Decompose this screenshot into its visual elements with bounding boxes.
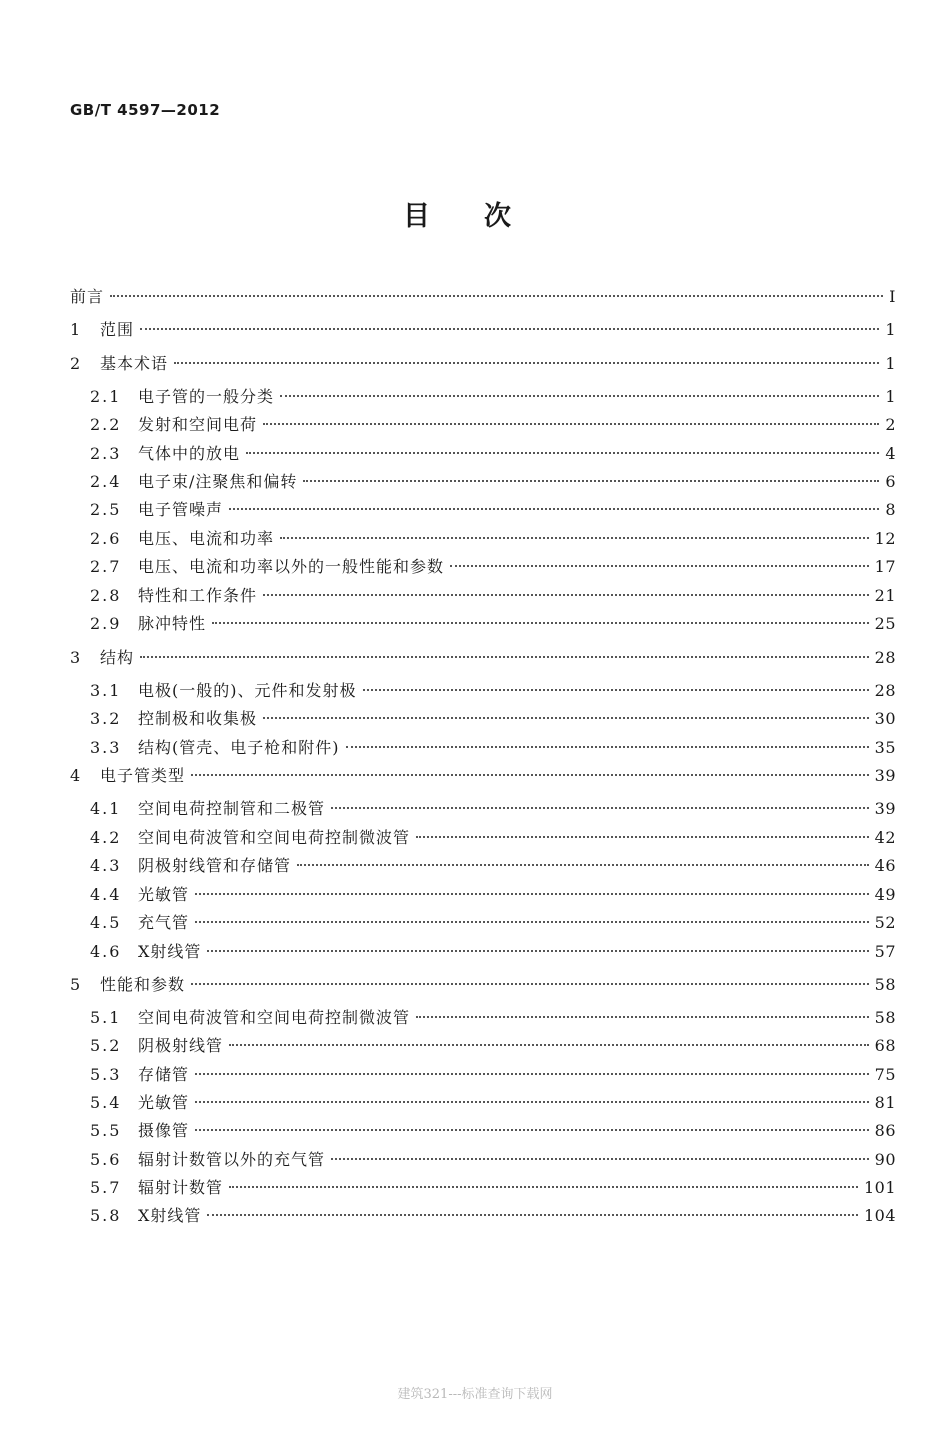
toc-entry-number: 2.1 xyxy=(90,387,122,406)
toc-entry-page: 104 xyxy=(863,1206,896,1225)
toc-entry-label: 空间电荷波管和空间电荷控制微波管 xyxy=(138,1008,411,1027)
toc-entry[interactable] xyxy=(90,826,896,850)
toc-entry[interactable] xyxy=(90,1091,896,1115)
toc-entry[interactable] xyxy=(90,883,896,907)
toc-entry-number: 2.3 xyxy=(90,444,122,463)
toc-entry-label: 前言 xyxy=(70,287,105,306)
toc-dot-leader xyxy=(191,982,869,985)
toc-dot-leader xyxy=(229,507,879,510)
toc-entry-label: 性能和参数 xyxy=(100,975,186,994)
toc-entry-page: 46 xyxy=(874,856,896,875)
toc-entry-number: 1 xyxy=(70,320,83,339)
toc-entry[interactable] xyxy=(90,1034,896,1058)
toc-entry-page: 86 xyxy=(874,1121,896,1140)
toc-entry-number: 4.5 xyxy=(90,913,122,932)
toc-entry-page: 49 xyxy=(874,885,896,904)
toc-dot-leader xyxy=(195,920,869,923)
toc-entry[interactable] xyxy=(90,442,896,466)
toc-entry-label: 辐射计数管以外的充气管 xyxy=(138,1150,326,1169)
toc-entry-page: 39 xyxy=(874,766,896,785)
toc-entry-number: 2.7 xyxy=(90,557,122,576)
toc-entry-label: 光敏管 xyxy=(138,1093,190,1112)
toc-dot-leader xyxy=(191,773,869,776)
toc-entry[interactable] xyxy=(90,1063,896,1087)
toc-dot-leader xyxy=(140,655,869,658)
toc-entry-number: 4.4 xyxy=(90,885,122,904)
toc-dot-leader xyxy=(331,806,869,809)
toc-entry-label: 空间电荷波管和空间电荷控制微波管 xyxy=(138,828,411,847)
toc-entry-number: 2.5 xyxy=(90,500,122,519)
toc-entry[interactable] xyxy=(90,736,896,760)
toc-entry[interactable] xyxy=(70,973,896,997)
toc-dot-leader xyxy=(263,593,869,596)
toc-entry-page: 25 xyxy=(874,614,896,633)
toc-entry[interactable] xyxy=(70,318,896,342)
toc-entry-label: X射线管 xyxy=(138,1206,202,1225)
watermark: 建筑321---标准查询下载网 xyxy=(397,1387,553,1402)
toc-entry-label: 存储管 xyxy=(138,1065,190,1084)
toc-entry-label: 摄像管 xyxy=(138,1121,190,1140)
toc-entry-label: 阴极射线管 xyxy=(138,1036,224,1055)
toc-entry-number: 2.8 xyxy=(90,586,122,605)
toc-entry[interactable] xyxy=(70,352,896,376)
toc-entry-page: 12 xyxy=(874,529,896,548)
toc-entry-page: 58 xyxy=(874,975,896,994)
toc-dot-leader xyxy=(363,688,869,691)
toc-entry[interactable] xyxy=(90,1204,896,1228)
toc-dot-leader xyxy=(195,1100,869,1103)
toc-entry[interactable] xyxy=(90,1006,896,1030)
toc-dot-leader xyxy=(229,1043,869,1046)
toc-dot-leader xyxy=(207,1213,858,1216)
toc-entry-page: Ⅰ xyxy=(889,287,896,306)
toc-entry-label: 控制极和收集极 xyxy=(138,709,258,728)
toc-dot-leader xyxy=(212,621,869,624)
toc-entry-label: 特性和工作条件 xyxy=(138,586,258,605)
toc-entry[interactable] xyxy=(90,797,896,821)
toc-entry-label: 空间电荷控制管和二极管 xyxy=(138,799,326,818)
toc-dot-leader xyxy=(246,451,879,454)
toc-dot-leader xyxy=(229,1185,858,1188)
toc-entry-page: 28 xyxy=(874,648,896,667)
toc-entry[interactable] xyxy=(90,1176,896,1200)
toc-entry-number: 2.9 xyxy=(90,614,122,633)
toc-entry[interactable] xyxy=(90,1119,896,1143)
toc-entry[interactable] xyxy=(90,555,896,579)
toc-entry-page: 1 xyxy=(885,354,896,373)
toc-entry-label: 光敏管 xyxy=(138,885,190,904)
toc-entry-page: 90 xyxy=(874,1150,896,1169)
toc-dot-leader xyxy=(195,1128,869,1131)
toc-entry-page: 75 xyxy=(874,1065,896,1084)
toc-entry-label: 电极(一般的)、元件和发射极 xyxy=(138,681,357,700)
toc-entry-page: 68 xyxy=(874,1036,896,1055)
toc-entry-page: 21 xyxy=(874,586,896,605)
toc-dot-leader xyxy=(195,892,869,895)
toc-dot-leader xyxy=(280,536,869,539)
toc-entry-number: 4.6 xyxy=(90,942,122,961)
toc-dot-leader xyxy=(195,1072,869,1075)
toc-entry-label: 电子管的一般分类 xyxy=(138,387,275,406)
toc-entry-page: 42 xyxy=(874,828,896,847)
toc-entry-page: 58 xyxy=(874,1008,896,1027)
toc-dot-leader xyxy=(263,716,869,719)
toc-dot-leader xyxy=(140,327,879,330)
toc-entry-number: 5.8 xyxy=(90,1206,122,1225)
toc-entry-page: 6 xyxy=(885,472,896,491)
toc-entry[interactable] xyxy=(90,385,896,409)
toc-entry-label: 发射和空间电荷 xyxy=(138,415,258,434)
toc-entry-number: 4.3 xyxy=(90,856,122,875)
toc-entry-label: 充气管 xyxy=(138,913,190,932)
toc-entry-label: 辐射计数管 xyxy=(138,1178,224,1197)
toc-entry[interactable] xyxy=(90,679,896,703)
toc-entry[interactable] xyxy=(70,646,896,670)
toc-entry-page: 1 xyxy=(885,320,896,339)
toc-entry-number: 3.1 xyxy=(90,681,122,700)
toc-dot-leader xyxy=(331,1157,869,1160)
toc-entry-page: 52 xyxy=(874,913,896,932)
toc-dot-leader xyxy=(174,361,879,364)
toc-entry-number: 2.4 xyxy=(90,472,122,491)
toc-entry-number: 5.1 xyxy=(90,1008,122,1027)
toc-entry-label: 电压、电流和功率以外的一般性能和参数 xyxy=(138,557,445,576)
toc-entry[interactable] xyxy=(90,413,896,437)
toc-entry-page: 17 xyxy=(874,557,896,576)
toc-entry[interactable] xyxy=(90,707,896,731)
toc-entry-number: 5.5 xyxy=(90,1121,122,1140)
standard-code: GB/T 4597—2012 xyxy=(70,101,221,119)
toc-entry-number: 5.3 xyxy=(90,1065,122,1084)
toc-dot-leader xyxy=(263,422,879,425)
toc-entry-label: 阴极射线管和存储管 xyxy=(138,856,292,875)
toc-entry-number: 4 xyxy=(70,766,83,785)
toc-entry-number: 3 xyxy=(70,648,83,667)
page-title: 目次 xyxy=(403,201,565,232)
toc-dot-leader xyxy=(303,479,879,482)
toc-entry-page: 4 xyxy=(885,444,896,463)
toc-dot-leader xyxy=(346,745,869,748)
toc-entry-page: 30 xyxy=(874,709,896,728)
toc-entry-page: 8 xyxy=(885,500,896,519)
toc-entry-page: 35 xyxy=(874,738,896,757)
toc-entry-number: 2.2 xyxy=(90,415,122,434)
toc-dot-leader xyxy=(297,863,869,866)
toc-entry[interactable] xyxy=(90,612,896,636)
toc-entry-page: 1 xyxy=(885,387,896,406)
toc-entry[interactable] xyxy=(90,854,896,878)
toc-entry-number: 5.4 xyxy=(90,1093,122,1112)
toc-entry-page: 28 xyxy=(874,681,896,700)
toc-dot-leader xyxy=(416,1015,869,1018)
toc-entry[interactable] xyxy=(90,940,896,964)
toc-entry-number: 3.3 xyxy=(90,738,122,757)
toc-entry-label: X射线管 xyxy=(138,942,202,961)
toc-dot-leader xyxy=(280,394,879,397)
toc-entry[interactable] xyxy=(90,584,896,608)
toc-entry-label: 基本术语 xyxy=(100,354,169,373)
toc-entry-label: 气体中的放电 xyxy=(138,444,241,463)
toc-entry-label: 电子管类型 xyxy=(100,766,186,785)
toc-entry[interactable] xyxy=(70,285,896,309)
toc-entry-number: 4.2 xyxy=(90,828,122,847)
toc-entry-page: 39 xyxy=(874,799,896,818)
toc-dot-leader xyxy=(110,294,883,297)
toc-entry[interactable] xyxy=(90,470,896,494)
toc-entry-number: 5.2 xyxy=(90,1036,122,1055)
toc-entry-page: 2 xyxy=(885,415,896,434)
toc-entry-number: 2.6 xyxy=(90,529,122,548)
toc-dot-leader xyxy=(450,564,869,567)
toc-entry-page: 101 xyxy=(863,1178,896,1197)
toc-entry-label: 结构 xyxy=(100,648,135,667)
toc-entry-label: 电子管噪声 xyxy=(138,500,224,519)
toc-dot-leader xyxy=(416,835,869,838)
toc-entry-label: 结构(管壳、电子枪和附件) xyxy=(138,738,340,757)
toc-entry-number: 4.1 xyxy=(90,799,122,818)
toc-entry[interactable] xyxy=(90,527,896,551)
toc-entry-label: 电压、电流和功率 xyxy=(138,529,275,548)
toc-entry-page: 81 xyxy=(874,1093,896,1112)
toc-entry-number: 2 xyxy=(70,354,83,373)
toc-entry-number: 3.2 xyxy=(90,709,122,728)
toc-entry-page: 57 xyxy=(874,942,896,961)
toc-entry[interactable] xyxy=(90,911,896,935)
toc-entry-number: 5.7 xyxy=(90,1178,122,1197)
toc-entry-label: 电子束/注聚焦和偏转 xyxy=(138,472,298,491)
toc-entry[interactable] xyxy=(90,1148,896,1172)
toc-entry-number: 5 xyxy=(70,975,83,994)
toc-entry-number: 5.6 xyxy=(90,1150,122,1169)
toc-entry-label: 脉冲特性 xyxy=(138,614,207,633)
toc-dot-leader xyxy=(207,949,868,952)
toc-entry-label: 范围 xyxy=(100,320,135,339)
toc-entry[interactable] xyxy=(90,498,896,522)
toc-entry[interactable] xyxy=(70,764,896,788)
